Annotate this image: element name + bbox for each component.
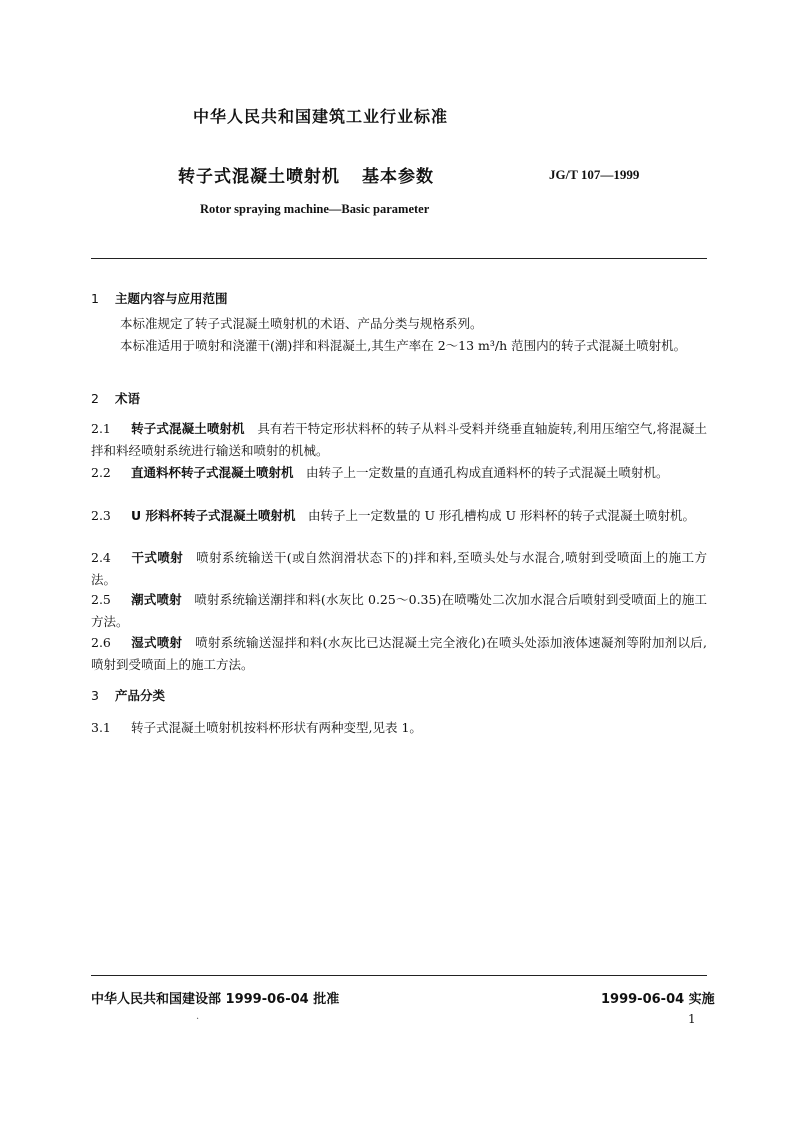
term-name: 直通料杯转子式混凝土喷射机 (131, 465, 294, 480)
term-item (91, 589, 707, 633)
section-heading-2 (91, 389, 140, 407)
document-title-sub: 基本参数 (362, 167, 434, 187)
term-definition: 喷射系统输送干(或自然润滑状态下的)拌和料,至喷头处与水混合,喷射到受喷面上的施工方法。 (91, 550, 707, 587)
term-definition: 由转子上一定数量的直通孔构成直通料杯的转子式混凝土喷射机。 (306, 465, 669, 480)
term-name: 湿式喷射 (131, 635, 183, 650)
issuing-authority-heading: 中华人民共和国建筑工业行业标准 (193, 107, 449, 126)
term-item (91, 505, 707, 527)
term-item (91, 547, 707, 591)
effective-date: 1999-06-04 实施 (601, 992, 715, 1007)
term-name: 转子式混凝土喷射机 (131, 421, 245, 436)
clause-number: 3.1 (91, 720, 111, 735)
clause-number: 2.4 (91, 550, 111, 565)
term-item (91, 418, 707, 462)
section-number: 3 (91, 688, 99, 703)
section-number: 1 (91, 291, 99, 306)
section-number: 2 (91, 391, 99, 406)
section-heading-1 (91, 289, 228, 307)
footer-mark: · (196, 1014, 200, 1025)
term-name: 潮式喷射 (131, 592, 182, 607)
term-item (91, 462, 707, 484)
term-definition: 喷射系统输送潮拌和料(水灰比 0.25～0.35)在喷嘴处二次加水混合后喷射到受喷面上的施工方法。 (91, 592, 707, 629)
clause-text: 转子式混凝土喷射机按料杯形状有两种变型,见表 1。 (131, 720, 422, 735)
section-title: 产品分类 (115, 688, 166, 703)
term-definition: 具有若干特定形状料杯的转子从料斗受料并绕垂直轴旋转,利用压缩空气,将混凝土拌和料经喷射系统进行输送和喷射的机械。 (91, 421, 707, 458)
term-item (91, 632, 707, 676)
clause-number: 2.1 (91, 421, 111, 436)
clause-number: 2.6 (91, 635, 111, 650)
footer-divider (91, 975, 707, 976)
header-divider (91, 258, 707, 259)
term-name: U 形料杯转子式混凝土喷射机 (131, 508, 296, 523)
term-name: 干式喷射 (131, 550, 184, 565)
standard-code: JG/T 107—1999 (549, 167, 640, 182)
term-definition: 由转子上一定数量的 U 形孔槽构成 U 形料杯的转子式混凝土喷射机。 (308, 508, 695, 523)
clause-number: 2.5 (91, 592, 111, 607)
section1-paragraph-1: 本标准规定了转子式混凝土喷射机的术语、产品分类与规格系列。 (120, 316, 483, 331)
clause-number: 2.2 (91, 465, 111, 480)
english-title: Rotor spraying machine—Basic parameter (200, 202, 430, 216)
section3-item (91, 717, 707, 739)
clause-number: 2.3 (91, 508, 111, 523)
document-title-main: 转子式混凝土喷射机 (178, 167, 340, 187)
approval-date: 中华人民共和国建设部 1999-06-04 批准 (91, 992, 340, 1007)
term-definition: 喷射系统输送湿拌和料(水灰比已达混凝土完全液化)在喷头处添加液体速凝剂等附加剂以后,喷射到受喷面上的施工方法。 (91, 635, 707, 672)
page-number: 1 (688, 1012, 696, 1026)
section-title: 主题内容与应用范围 (115, 291, 228, 306)
section1-paragraph-2: 本标准适用于喷射和浇灌干(潮)拌和料混凝土,其生产率在 2～13 m³/h 范围内的转子式混凝土喷射机。 (120, 338, 687, 353)
section-title: 术语 (115, 391, 141, 406)
document-title (178, 162, 434, 187)
section-heading-3 (91, 686, 165, 704)
